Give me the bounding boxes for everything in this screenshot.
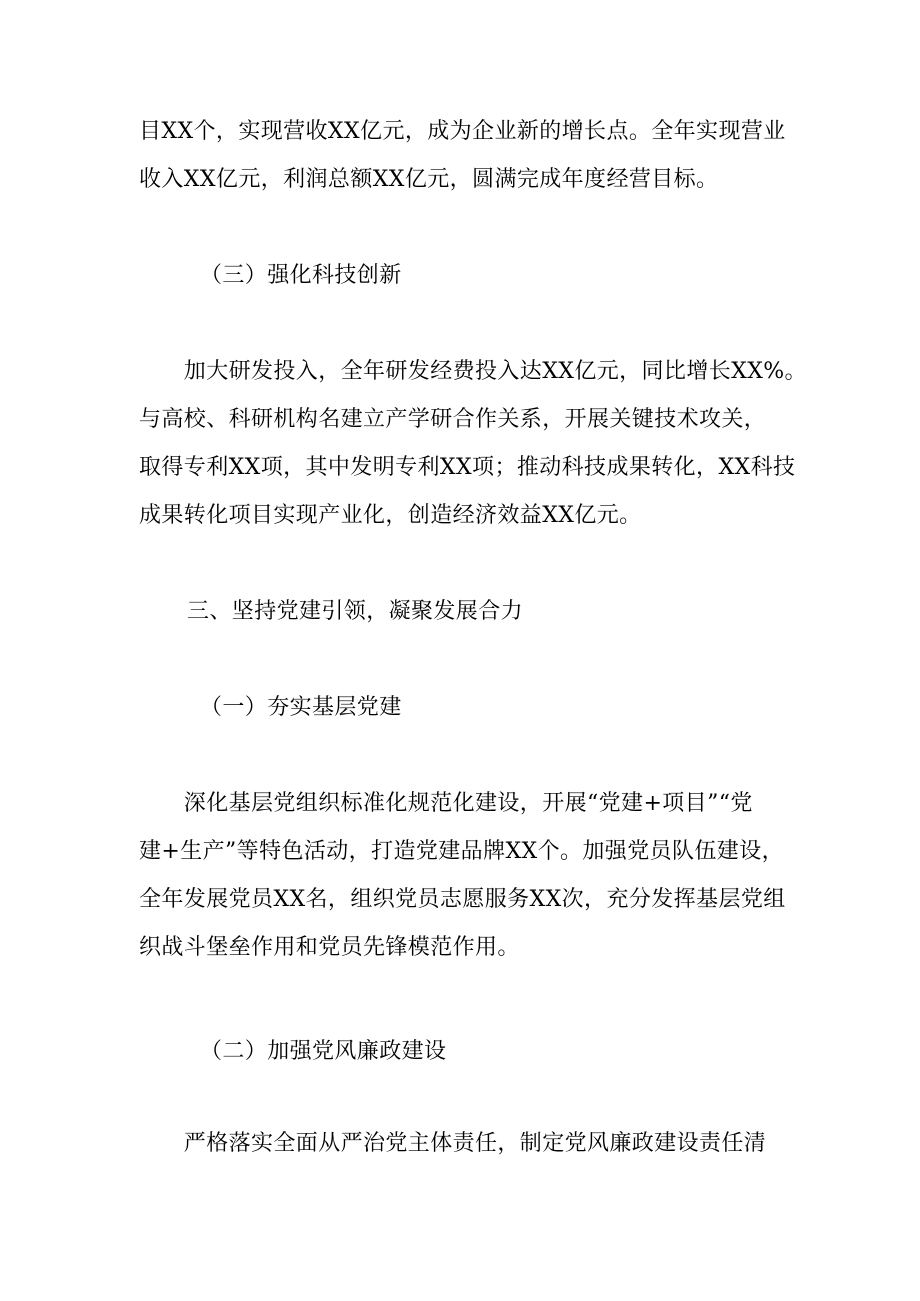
text-line: 收入XX亿元，利润总额XX亿元，圆满完成年度经营目标。 — [139, 167, 719, 192]
text-line: 建+生产”等特色活动，打造党建品牌XX个。加强党员队伍建设， — [139, 839, 785, 864]
text-line: 严格落实全面从严治党主体责任，制定党风廉政建设责任清 — [139, 1131, 767, 1156]
paragraph-integrity-building — [139, 1120, 799, 1168]
heading-grassroots-party: （一）夯实基层党建 — [200, 695, 402, 720]
text-line: 成果转化项目实现产业化，创造经济效益XX亿元。 — [139, 503, 642, 528]
text-line: 织战斗堡垒作用和党员先锋模范作用。 — [139, 935, 520, 960]
paragraph-grassroots-party — [139, 780, 799, 972]
text-line: 目XX个，实现营收XX亿元，成为企业新的增长点。全年实现营业 — [139, 119, 786, 144]
heading-tech-innovation: （三）强化科技创新 — [200, 263, 402, 288]
text-line: 全年发展党员XX名，组织党员志愿服务XX次，充分发挥基层党组 — [139, 887, 786, 912]
text-line: 与高校、科研机构名建立产学研合作关系，开展关键技术攻关， — [139, 407, 767, 432]
heading-integrity-building: （二）加强党风廉政建设 — [200, 1039, 447, 1064]
text-line: 取得专利XX项，其中发明专利XX项；推动科技成果转化，XX科技 — [139, 455, 796, 480]
paragraph-rd-investment — [139, 348, 807, 540]
heading-party-building: 三、坚持党建引领，凝聚发展合力 — [187, 599, 524, 624]
paragraph-business-results — [139, 108, 799, 204]
text-line: 加大研发投入，全年研发经费投入达XX亿元，同比增长XX%。 — [139, 359, 807, 384]
text-line: 深化基层党组织标准化规范化建设，开展“党建+项目”“党 — [139, 791, 753, 816]
